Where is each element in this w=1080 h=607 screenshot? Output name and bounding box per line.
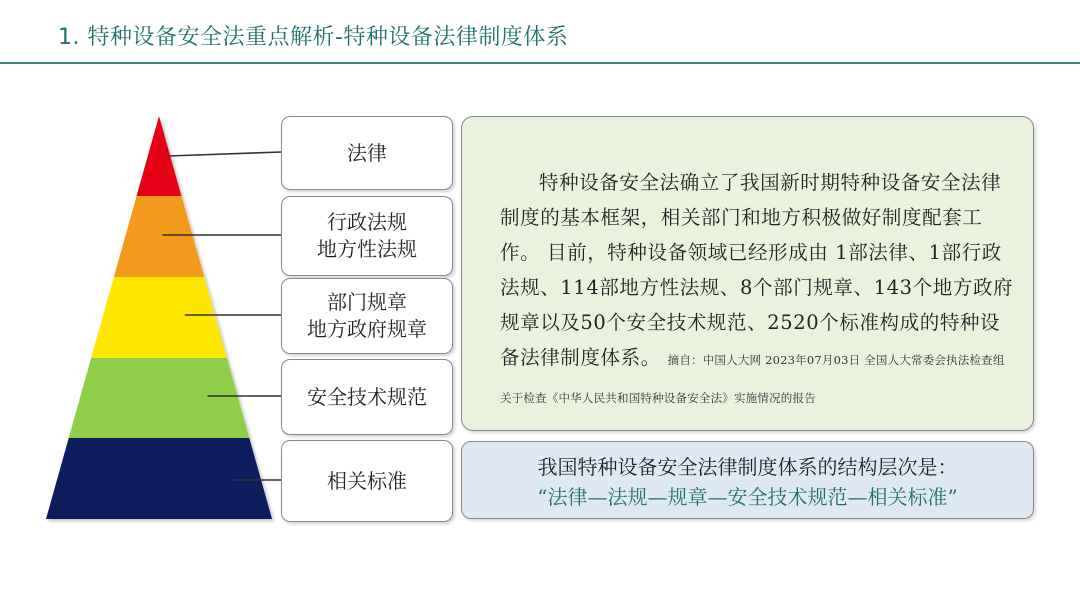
source-citation: 摘自：中国人大网 2023年07月03日 全国人大常委会执法检查组 关于检查《中华人民共和国特种设备安全法》实施情况的报告 — [500, 353, 1005, 405]
page-title: 1. 特种设备安全法重点解析-特种设备法律制度体系 — [58, 25, 569, 50]
level-label-text: 部门规章 — [327, 290, 407, 314]
structure-summary-panel — [461, 441, 1034, 519]
level-label-text: 地方政府规章 — [307, 317, 427, 341]
level-label-text: 法律 — [347, 140, 387, 165]
level-label-text: 安全技术规范 — [307, 384, 427, 409]
level-label-box-2 — [281, 196, 453, 276]
description-panel — [461, 116, 1034, 431]
summary-structure: “法律—法规—规章—安全技术规范—相关标准” — [537, 485, 958, 509]
level-label-text: 行政法规 — [327, 210, 407, 234]
level-label-text: 相关标准 — [327, 468, 407, 493]
pyramid-layer-3 — [91, 277, 227, 358]
level-label-text: 地方性法规 — [317, 237, 417, 261]
pyramid-layer-2 — [114, 196, 204, 277]
summary-heading: 我国特种设备安全法律制度体系的结构层次是： — [537, 455, 958, 479]
pyramid-layer-5 — [46, 438, 272, 519]
level-label-box-3 — [281, 278, 453, 354]
level-label-box-1 — [281, 116, 453, 190]
level-label-box-5 — [281, 440, 453, 522]
pyramid-layer-4 — [69, 358, 250, 438]
description-text: 特种设备安全法确立了我国新时期特种设备安全法律制度的基本框架，相关部门和地方积极做好制度配套工作。 目前，特种设备领域已经形成由 1部法律、1部行政法规、114部地方性法规、8个部门规章、143个地方政府规章以及50个安全技术规范、2520个标准构成的特种设备法律制度体系。 — [500, 171, 1014, 369]
connector-line-1 — [168, 152, 281, 156]
level-label-box-4 — [281, 359, 453, 435]
